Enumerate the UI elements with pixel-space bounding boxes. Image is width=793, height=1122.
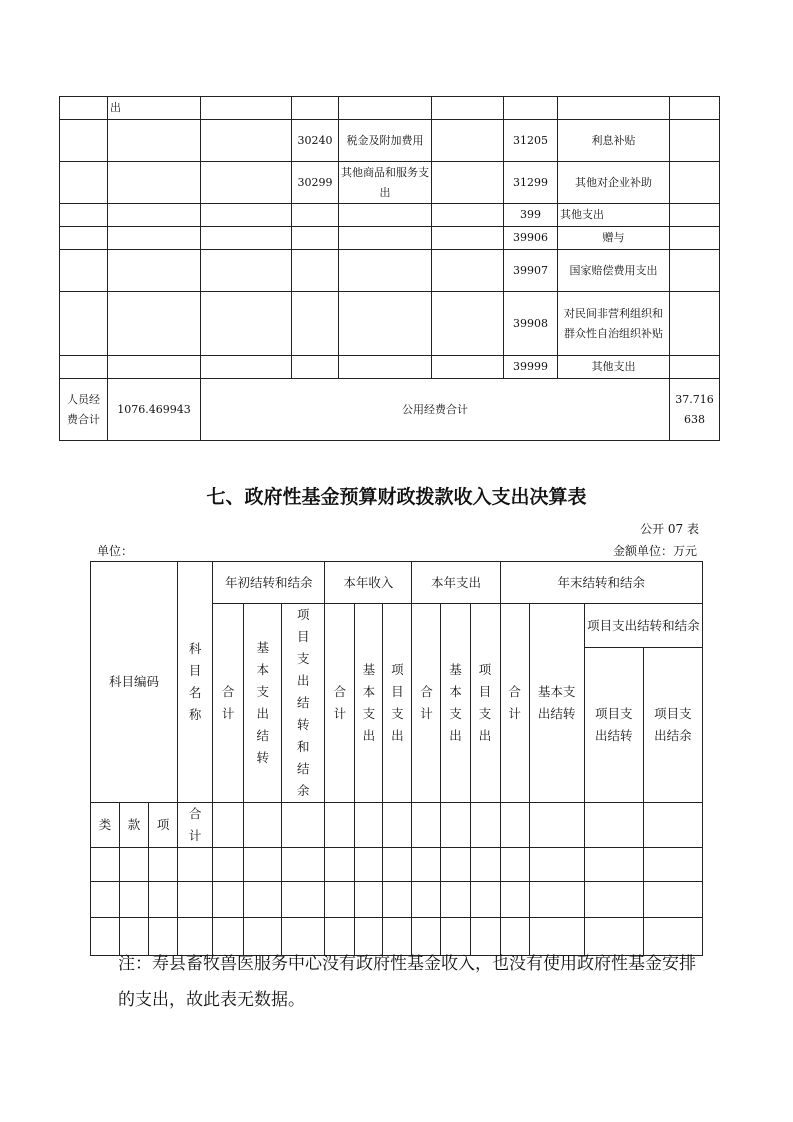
table-row	[91, 803, 703, 848]
personnel-total-label: 人员经费合计	[60, 379, 108, 441]
table-row	[60, 250, 720, 292]
header-basic-carry: 基本支出结转	[256, 640, 269, 765]
personnel-total-value: 1076.469943	[108, 379, 201, 441]
table-cell: 39906	[504, 227, 558, 250]
header-kuan: 款	[120, 803, 149, 848]
header-proj-bal: 项目支出结余	[654, 706, 692, 744]
table-cell: 399	[504, 204, 558, 227]
header-code: 科目编码	[91, 562, 178, 803]
table-cell: 39999	[504, 356, 558, 379]
header-total: 合计	[333, 684, 347, 721]
header-basic-carry: 基本支出结转	[537, 684, 576, 721]
table-code: 公开 07 表	[640, 522, 699, 536]
table-cell: 30240	[292, 120, 339, 162]
sum-row-label: 合计	[188, 806, 202, 843]
page-title: 七、政府性基金预算财政拨款收入支出决算表	[206, 486, 587, 508]
table-row	[91, 848, 703, 882]
table-cell: 赠与	[558, 227, 670, 250]
amount-unit: 金额单位：万元	[612, 544, 697, 558]
header-row	[91, 562, 703, 604]
table-cell: 其他对企业补助	[558, 162, 670, 204]
table-cell: 税金及附加费用	[339, 120, 432, 162]
header-income: 本年收入	[325, 562, 412, 604]
table-row	[91, 882, 703, 918]
header-total: 合计	[420, 684, 433, 721]
header-basic: 基本支出	[449, 662, 462, 743]
table-row	[60, 356, 720, 379]
header-lei: 类	[91, 803, 120, 848]
header-total: 合计	[221, 684, 235, 721]
header-basic: 基本支出	[362, 662, 376, 743]
header-begin: 年初结转和结余	[213, 562, 325, 604]
table-row	[60, 97, 720, 120]
table-cell: 其他商品和服务支出	[339, 162, 432, 204]
unit-label: 单位：	[97, 544, 134, 558]
header-end: 年末结转和结余	[500, 562, 702, 604]
header-end-proj: 项目支出结转和结余	[584, 604, 702, 648]
table-row	[60, 204, 720, 227]
table-cell: 其他支出	[558, 204, 670, 227]
table-cell: 国家赔偿费用支出	[558, 250, 670, 292]
table-cell: 30299	[292, 162, 339, 204]
public-total-label: 公用经费合计	[201, 379, 670, 441]
total-row	[60, 379, 720, 441]
table-cell: 出	[108, 97, 201, 120]
header-proj-carry-bal: 项目支出结转和结余	[297, 607, 310, 798]
expense-detail-table	[59, 96, 720, 441]
public-total-value: 37.716638	[670, 379, 720, 441]
table-cell: 利息补贴	[558, 120, 670, 162]
table-row	[60, 162, 720, 204]
header-proj: 项目支出	[478, 662, 492, 743]
table-cell: 对民间非营利组织和群众性自治组织补贴	[558, 292, 670, 356]
table-cell: 39908	[504, 292, 558, 356]
table-cell: 39907	[504, 250, 558, 292]
header-xiang: 项	[149, 803, 178, 848]
table-cell: 31299	[504, 162, 558, 204]
header-proj: 项目支出	[391, 662, 404, 743]
header-name: 科目名称	[188, 641, 202, 722]
header-expense: 本年支出	[412, 562, 500, 604]
table-row	[60, 227, 720, 250]
header-proj-carry: 项目支出结转	[594, 706, 633, 744]
table-cell: 其他支出	[558, 356, 670, 379]
table-row	[60, 292, 720, 356]
fund-budget-table	[90, 561, 703, 956]
table-cell: 31205	[504, 120, 558, 162]
table-row	[60, 120, 720, 162]
note-text: 注：寿县畜牧兽医服务中心没有政府性基金收入，也没有使用政府性基金安排的支出，故此表无数据。	[118, 954, 696, 1010]
header-total: 合计	[508, 684, 521, 721]
